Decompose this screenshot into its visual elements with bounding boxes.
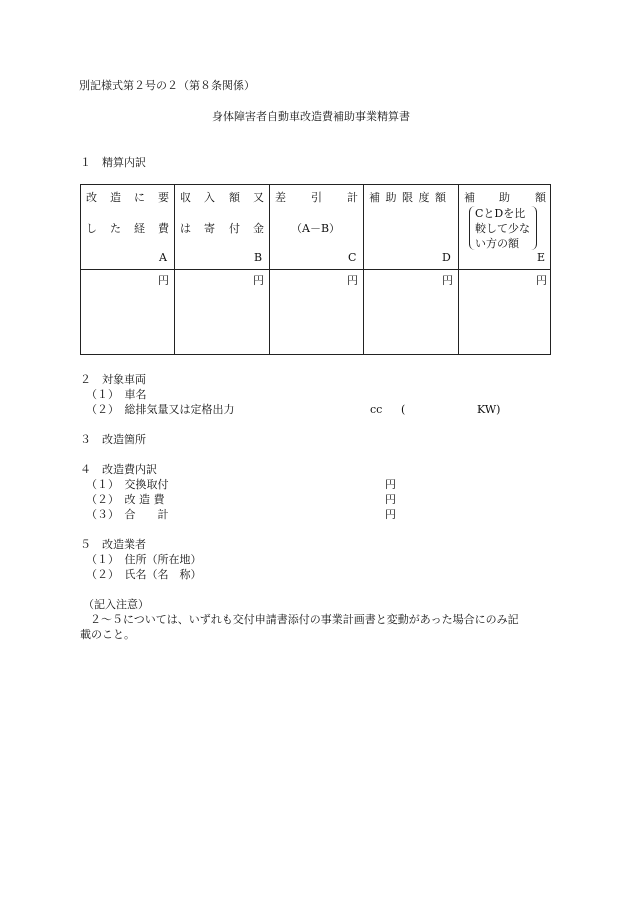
section-2-item-1: （１） 車名 bbox=[86, 388, 147, 401]
col-d-label: 補 助 限 度 額 bbox=[369, 191, 446, 204]
col-e-note-line: CとDを比 bbox=[475, 207, 526, 220]
section-4-item-2: （２） 改 造 費 bbox=[86, 493, 165, 506]
col-a-char: し bbox=[86, 222, 97, 235]
col-c-char: 引 bbox=[311, 191, 322, 204]
section-4-item-2-unit: 円 bbox=[385, 493, 396, 506]
output-unit-kw: KW) bbox=[477, 403, 501, 416]
section-5-item-2: （２） 氏名（名 称） bbox=[86, 568, 202, 581]
section-2-item-2: （２） 総排気量又は定格出力 bbox=[86, 403, 235, 416]
col-e-note-line: い方の額 bbox=[475, 237, 519, 250]
col-e-char: 額 bbox=[535, 191, 546, 204]
section-5-heading: ５ 改造業者 bbox=[80, 538, 146, 551]
section-4-item-1-unit: 円 bbox=[385, 478, 396, 491]
col-e-char: 補 bbox=[464, 191, 475, 204]
col-b-char: 入 bbox=[204, 191, 215, 204]
col-c-formula: （A－B） bbox=[291, 222, 341, 235]
section-4-item-3: （３） 合 計 bbox=[86, 508, 169, 521]
col-b-char: 又 bbox=[253, 191, 264, 204]
col-d-letter: D bbox=[442, 251, 451, 264]
col-e-note-line: 較して少な bbox=[475, 222, 530, 235]
section-4-item-1: （１） 交換取付 bbox=[86, 478, 169, 491]
output-paren-open: ( bbox=[401, 403, 406, 416]
col-b-char: 額 bbox=[229, 191, 240, 204]
section-1-heading: １ 精算内訳 bbox=[80, 156, 146, 169]
col-a-char: に bbox=[134, 191, 145, 204]
section-2-heading: ２ 対象車両 bbox=[80, 373, 146, 386]
document-title: 身体障害者自動車改造費補助事業精算書 bbox=[212, 110, 410, 123]
col-a-letter: A bbox=[159, 251, 167, 264]
section-5-item-1: （１） 住所（所在地） bbox=[86, 553, 202, 566]
col-b-unit: 円 bbox=[253, 274, 264, 287]
col-a-char: 造 bbox=[110, 191, 121, 204]
col-c-letter: C bbox=[348, 251, 357, 264]
col-b-char: 寄 bbox=[204, 222, 215, 235]
col-b-char: 金 bbox=[253, 222, 264, 235]
section-3-heading: ３ 改造箇所 bbox=[80, 433, 146, 446]
col-a-char: 要 bbox=[158, 191, 169, 204]
col-e-unit: 円 bbox=[536, 274, 547, 287]
settlement-table bbox=[80, 184, 551, 355]
displacement-unit-cc: cc bbox=[370, 403, 383, 416]
notes-heading: （記入注意） bbox=[83, 598, 149, 611]
col-b-letter: B bbox=[254, 251, 263, 264]
col-a-unit: 円 bbox=[158, 274, 169, 287]
col-a-char: 改 bbox=[86, 191, 97, 204]
col-c-char: 計 bbox=[347, 191, 358, 204]
col-c-unit: 円 bbox=[347, 274, 358, 287]
col-a-char: 経 bbox=[134, 222, 145, 235]
col-d-unit: 円 bbox=[442, 274, 453, 287]
col-b-char: 付 bbox=[229, 222, 240, 235]
notes-line-1: ２～５については、いずれも交付申請書添付の事業計画書と変動があった場合にのみ記 bbox=[90, 613, 519, 626]
section-4-heading: ４ 改造費内訳 bbox=[80, 463, 157, 476]
col-a-char: た bbox=[110, 222, 121, 235]
notes-line-2: 載のこと。 bbox=[80, 628, 135, 641]
col-e-char: 助 bbox=[499, 191, 510, 204]
section-4-item-3-unit: 円 bbox=[385, 508, 396, 521]
col-c-char: 差 bbox=[275, 191, 286, 204]
col-b-char: 収 bbox=[180, 191, 191, 204]
form-reference: 別記様式第２号の２（第８条関係） bbox=[79, 79, 255, 92]
col-e-letter: E bbox=[537, 251, 546, 264]
col-a-char: 費 bbox=[158, 222, 169, 235]
col-b-char: は bbox=[180, 222, 191, 235]
